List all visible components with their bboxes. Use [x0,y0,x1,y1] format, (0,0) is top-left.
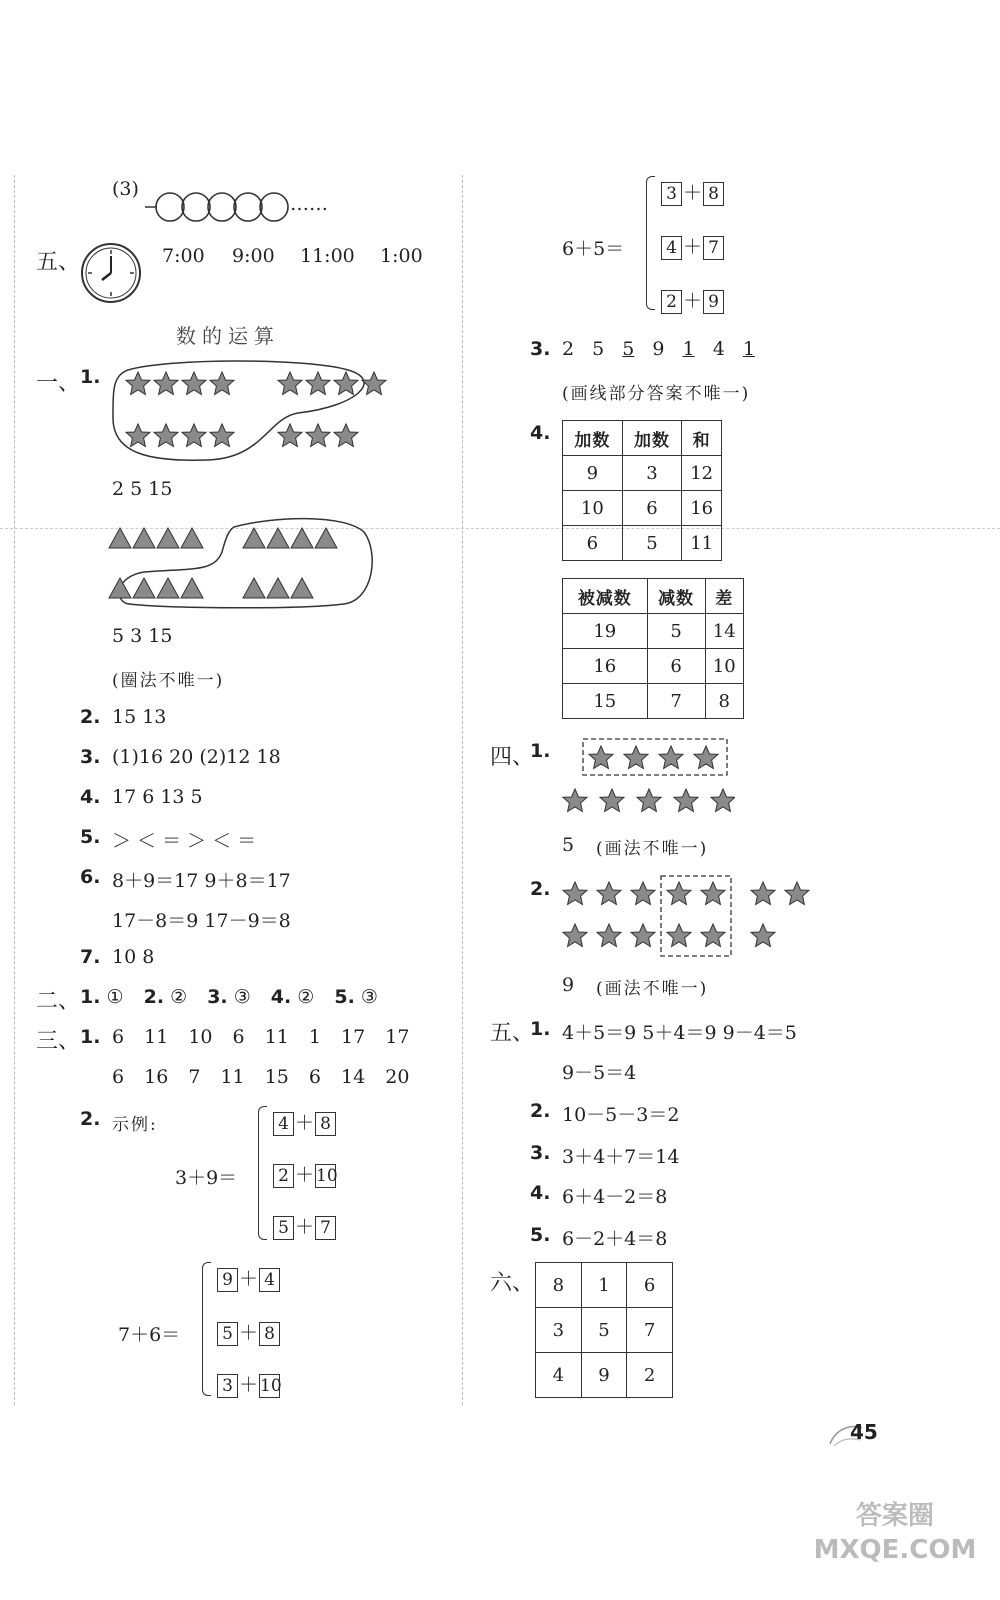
r-q4-label: 4. [530,422,551,444]
subtraction-table: 被减数 减数 差 19 5 14 16 6 10 15 7 8 [562,578,744,719]
section-liu-label: 六、 [490,1271,535,1296]
er-answers: 1. ① 2. ② 3. ③ 4. ② 5. ③ [80,986,378,1008]
eq-a-pair-1: 4 ＋ 8 [272,1108,337,1136]
q5-label: 5. [80,826,101,848]
column-divider [462,175,463,1405]
eq-a-pair-2: 2 ＋ 10 [272,1160,337,1188]
time-2: 9:00 [232,245,275,267]
q1-answer-2: 5 3 15 [112,625,173,647]
q5-answer: ＞ ＜ ＝ ＞ ＜ ＝ [112,830,257,852]
q1-note: (圈法不唯一) [112,671,225,691]
eq-c-pair-2: 4 ＋ 7 [660,232,725,260]
san-q2-example: 示例: [112,1115,158,1135]
r-q3-note: (画线部分答案不唯一) [562,384,751,404]
q1-label: 1. [80,366,101,388]
time-1: 7:00 [162,245,205,267]
eq-b-lhs: 7＋6＝ [118,1324,181,1346]
san-q2-label: 2. [80,1108,101,1130]
q4-label: 4. [80,786,101,808]
eq-c-pair-3: 2 ＋ 9 [660,286,725,314]
q6-answer-2: 17－8＝9 17－9＝8 [112,910,291,932]
wu-q1-label: 1. [530,1018,551,1040]
q7-answer: 10 8 [112,946,155,968]
addition-table: 加数 加数 和 9 3 12 10 6 16 6 5 11 [562,420,722,561]
si-q1-stars [555,735,735,821]
eq-b-pair-1: 9 ＋ 4 [216,1264,281,1292]
si-q2-label: 2. [530,878,551,900]
section-wu-label: 五、 [36,250,81,275]
si-q2-stars [555,872,815,958]
watermark: 答案圈 MXQE.COM [813,1501,977,1565]
san-q1-label: 1. [80,1026,101,1048]
eq-b-brace [202,1262,211,1396]
q7-label: 7. [80,946,101,968]
stars-figure [108,358,398,468]
q2-answer: 15 13 [112,706,167,728]
si-q1-note: (画法不唯一) [596,839,709,859]
q6-label: 6. [80,866,101,888]
wu-q1-line1: 4＋5＝9 5＋4＝9 9－4＝5 [562,1022,797,1044]
wu-q5-label: 5. [530,1224,551,1246]
section-si-label: 四、 [490,745,535,770]
eq-a-pair-3: 5 ＋ 7 [272,1212,337,1240]
section-er-label: 二、 [36,989,81,1014]
r-q3-label: 3. [530,338,551,360]
r-q3-answer: 2 5 5 9 1 4 1 [562,338,755,360]
eq-b-pair-3: 3 ＋ 10 [216,1370,281,1398]
time-4: 1:00 [380,245,423,267]
si-q1-label: 1. [530,740,551,762]
si-q2-note: (画法不唯一) [596,979,709,999]
wu-q2-label: 2. [530,1100,551,1122]
q4-answer: 17 6 13 5 [112,786,203,808]
item-3-dots: …… [290,193,328,215]
section-wu2-label: 五、 [490,1021,535,1046]
section-san-label: 三、 [36,1029,81,1054]
wu-q3-answer: 3＋4＋7＝14 [562,1146,680,1168]
eq-a-lhs: 3＋9＝ [175,1167,238,1189]
eq-c-brace [646,176,655,310]
page-number: 45 [850,1420,878,1444]
magic-square: 8 1 6 3 5 7 4 9 2 [535,1262,673,1398]
si-q1-answer: 5 [562,834,575,856]
item-3-label: (3) [112,178,139,200]
clock-icon [80,242,142,304]
time-3: 11:00 [300,245,355,267]
q6-answer-1: 8＋9＝17 9＋8＝17 [112,870,291,892]
si-q2-answer: 9 [562,974,575,996]
circle-sequence [145,190,290,224]
wu-q4-answer: 6＋4－2＝8 [562,1186,668,1208]
wu-q2-answer: 10－5－3＝2 [562,1104,680,1126]
eq-b-pair-2: 5 ＋ 8 [216,1318,281,1346]
eq-c-pair-1: 3 ＋ 8 [660,178,725,206]
san-q1-row2: 6 16 7 11 15 6 14 20 [112,1066,410,1088]
q3-answer: (1)16 20 (2)12 18 [112,746,281,768]
wu-q1-line2: 9－5＝4 [562,1062,637,1084]
left-margin-line [14,175,15,1405]
triangles-figure [104,512,374,616]
eq-a-brace [258,1106,267,1240]
section-subtitle: 数的运算 [176,324,280,348]
wu-q5-answer: 6－2＋4＝8 [562,1228,668,1250]
q2-label: 2. [80,706,101,728]
wu-q4-label: 4. [530,1182,551,1204]
eq-c-lhs: 6＋5＝ [562,238,625,260]
wu-q3-label: 3. [530,1142,551,1164]
san-q1-row1: 6 11 10 6 11 1 17 17 [112,1026,410,1048]
q3-label: 3. [80,746,101,768]
q1-answer-1: 2 5 15 [112,478,173,500]
section-yi-label: 一、 [36,371,81,396]
